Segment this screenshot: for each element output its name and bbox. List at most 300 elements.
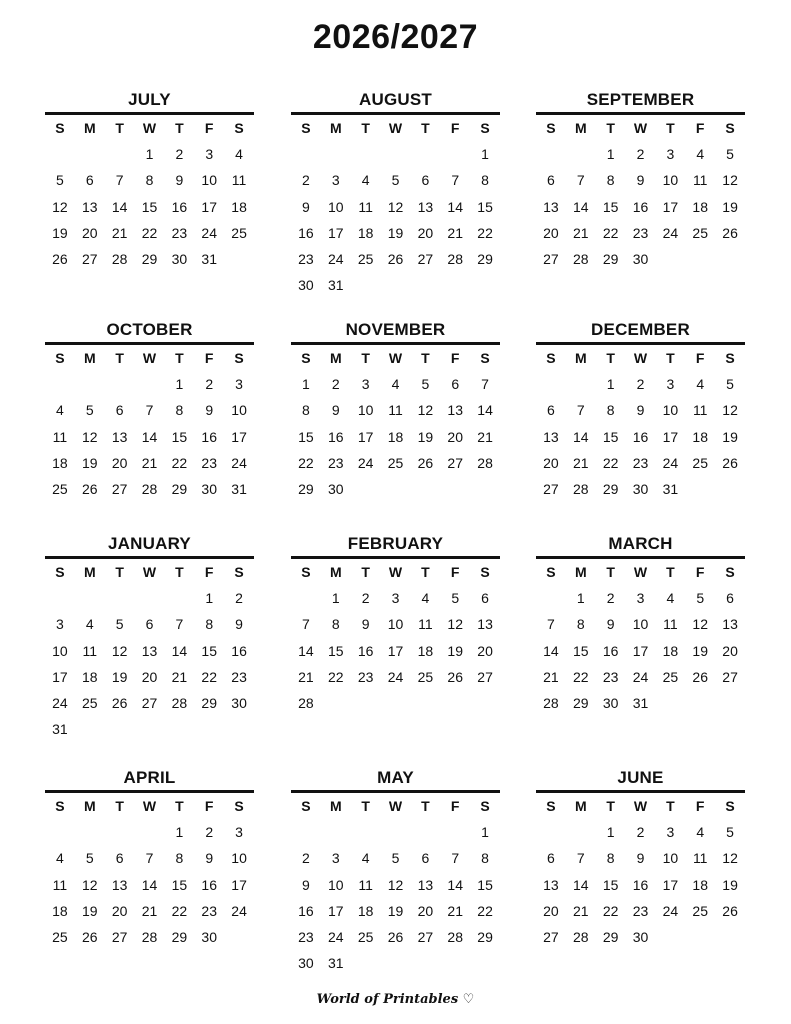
empty-cell <box>291 819 321 845</box>
day-cell: 19 <box>387 902 404 919</box>
day-cell: 29 <box>201 694 217 711</box>
day-cell: 5 <box>85 850 94 867</box>
day-cell: 6 <box>726 590 734 607</box>
day-cell: 29 <box>572 694 589 711</box>
day-cell: 5 <box>391 850 400 867</box>
day-cell: 27 <box>477 668 493 685</box>
day-cell: 3 <box>666 376 675 393</box>
day-cell: 25 <box>231 224 247 241</box>
weekday-header: M <box>83 798 96 814</box>
day-cell: 12 <box>387 198 404 215</box>
empty-cell <box>381 819 411 845</box>
day-cell: 2 <box>636 376 645 393</box>
day-cell: 25 <box>417 668 434 685</box>
weekday-header: W <box>142 564 157 580</box>
day-cell: 12 <box>81 428 98 445</box>
day-cell: 17 <box>662 198 679 215</box>
day-cell: 1 <box>175 376 184 393</box>
weekday-header: S <box>480 120 490 136</box>
day-cell: 17 <box>662 876 679 893</box>
day-cell: 29 <box>171 928 188 945</box>
weekday-header: F <box>450 120 460 136</box>
weekday-header: S <box>301 350 311 366</box>
day-cell: 4 <box>235 146 243 163</box>
day-cell: 30 <box>298 955 314 972</box>
month-name: APRIL <box>123 768 176 787</box>
day-cell: 6 <box>85 172 94 189</box>
day-cell: 19 <box>447 642 463 659</box>
day-cell: 6 <box>421 850 430 867</box>
day-cell: 20 <box>417 902 434 919</box>
day-cell: 23 <box>201 454 217 471</box>
day-cell: 11 <box>358 876 373 893</box>
day-cell: 16 <box>632 428 649 445</box>
day-grid <box>45 559 254 742</box>
day-cell: 18 <box>387 428 404 445</box>
day-cell: 26 <box>447 668 463 685</box>
day-cell: 27 <box>141 694 158 711</box>
day-cell: 26 <box>111 694 128 711</box>
day-cell: 1 <box>576 590 585 607</box>
day-cell: 5 <box>421 376 430 393</box>
day-cell: 31 <box>327 955 344 972</box>
empty-cell <box>410 141 440 167</box>
day-cell: 8 <box>606 850 615 867</box>
weekday-header: W <box>142 120 157 136</box>
day-cell: 25 <box>692 454 708 471</box>
empty-cell <box>75 819 105 845</box>
day-cell: 11 <box>52 428 68 445</box>
weekday-header: S <box>234 120 244 136</box>
day-cell: 30 <box>327 480 344 497</box>
month-name: MAY <box>377 768 414 787</box>
day-cell: 16 <box>298 902 314 919</box>
empty-cell <box>291 585 321 611</box>
weekday-header: T <box>666 798 675 814</box>
day-cell: 29 <box>141 250 158 267</box>
day-cell: 22 <box>141 224 158 241</box>
day-cell: 3 <box>391 590 400 607</box>
day-cell: 27 <box>447 454 463 471</box>
weekday-header: T <box>606 564 615 580</box>
day-cell: 3 <box>331 850 340 867</box>
month-name: JUNE <box>617 768 664 787</box>
day-cell: 3 <box>361 376 370 393</box>
empty-cell <box>135 371 165 397</box>
weekday-header: T <box>666 350 675 366</box>
day-cell: 20 <box>111 454 128 471</box>
day-cell: 11 <box>692 402 708 419</box>
day-cell: 30 <box>632 928 649 945</box>
day-cell: 31 <box>327 277 344 294</box>
day-cell: 8 <box>481 850 489 867</box>
day-cell: 2 <box>606 590 615 607</box>
weekday-header: T <box>175 564 184 580</box>
day-cell: 3 <box>56 616 64 633</box>
day-cell: 14 <box>298 642 314 659</box>
month-march <box>536 533 745 716</box>
day-cell: 26 <box>52 250 68 267</box>
weekday-header: S <box>301 564 311 580</box>
weekday-header: T <box>606 120 615 136</box>
day-cell: 19 <box>111 668 128 685</box>
day-cell: 5 <box>451 590 460 607</box>
day-cell: 28 <box>111 250 128 267</box>
day-cell: 16 <box>298 224 314 241</box>
weekday-header: S <box>55 120 65 136</box>
day-cell: 12 <box>692 616 708 633</box>
day-cell: 20 <box>543 224 559 241</box>
day-cell: 24 <box>662 902 679 919</box>
day-cell: 17 <box>52 668 68 685</box>
day-cell: 29 <box>477 250 493 267</box>
day-cell: 24 <box>327 250 344 267</box>
day-cell: 22 <box>477 902 493 919</box>
weekday-header: F <box>695 350 705 366</box>
weekday-header: S <box>480 798 490 814</box>
weekday-header: T <box>115 120 124 136</box>
day-cell: 7 <box>481 376 489 393</box>
day-cell: 23 <box>231 668 247 685</box>
day-cell: 22 <box>572 668 589 685</box>
day-cell: 26 <box>81 480 98 497</box>
day-cell: 1 <box>205 590 214 607</box>
day-cell: 15 <box>477 198 493 215</box>
weekday-header: M <box>574 798 587 814</box>
day-cell: 20 <box>543 454 559 471</box>
empty-cell <box>321 141 351 167</box>
day-cell: 3 <box>235 824 243 841</box>
empty-cell <box>164 585 194 611</box>
day-cell: 20 <box>543 902 559 919</box>
weekday-header: T <box>175 350 184 366</box>
day-cell: 13 <box>543 198 559 215</box>
day-cell: 3 <box>636 590 645 607</box>
day-cell: 2 <box>205 376 214 393</box>
day-cell: 5 <box>696 590 705 607</box>
day-cell: 6 <box>481 590 489 607</box>
day-cell: 13 <box>111 428 128 445</box>
day-cell: 3 <box>331 172 340 189</box>
day-cell: 19 <box>722 876 738 893</box>
day-cell: 4 <box>696 146 705 163</box>
day-cell: 21 <box>572 454 589 471</box>
empty-cell <box>381 141 411 167</box>
day-cell: 8 <box>302 402 310 419</box>
day-cell: 17 <box>327 224 344 241</box>
day-cell: 27 <box>111 480 128 497</box>
empty-cell <box>566 371 596 397</box>
day-cell: 15 <box>171 876 188 893</box>
day-cell: 25 <box>52 480 68 497</box>
weekday-header: T <box>175 120 184 136</box>
day-cell: 20 <box>417 224 434 241</box>
day-cell: 14 <box>543 642 559 659</box>
empty-cell <box>105 141 135 167</box>
day-cell: 14 <box>572 876 589 893</box>
day-cell: 28 <box>572 480 589 497</box>
day-cell: 30 <box>298 277 314 294</box>
day-cell: 20 <box>111 902 128 919</box>
day-cell: 6 <box>145 616 154 633</box>
day-cell: 23 <box>632 454 649 471</box>
weekday-header: F <box>204 798 214 814</box>
day-cell: 8 <box>145 172 154 189</box>
day-cell: 19 <box>52 224 68 241</box>
empty-cell <box>536 141 566 167</box>
day-cell: 16 <box>201 876 217 893</box>
weekday-header: S <box>546 350 556 366</box>
day-cell: 7 <box>451 172 460 189</box>
day-cell: 1 <box>331 590 340 607</box>
day-cell: 5 <box>56 172 64 189</box>
day-cell: 25 <box>357 250 374 267</box>
day-cell: 26 <box>81 928 98 945</box>
day-cell: 23 <box>171 224 188 241</box>
day-cell: 1 <box>481 146 489 163</box>
weekday-header: T <box>361 564 370 580</box>
day-cell: 28 <box>572 250 589 267</box>
day-cell: 30 <box>231 694 247 711</box>
day-cell: 1 <box>302 376 310 393</box>
empty-cell <box>410 819 440 845</box>
day-cell: 7 <box>145 850 154 867</box>
day-cell: 26 <box>692 668 708 685</box>
day-cell: 1 <box>606 146 615 163</box>
weekday-header: F <box>695 798 705 814</box>
day-cell: 31 <box>201 250 217 267</box>
weekday-header: W <box>388 120 403 136</box>
day-cell: 30 <box>171 250 188 267</box>
day-cell: 26 <box>387 250 404 267</box>
day-cell: 9 <box>302 198 310 215</box>
day-cell: 4 <box>361 850 370 867</box>
day-cell: 9 <box>331 402 340 419</box>
day-grid <box>45 793 254 950</box>
weekday-header: W <box>142 350 157 366</box>
day-cell: 30 <box>632 250 649 267</box>
day-grid <box>291 345 500 502</box>
day-cell: 10 <box>632 616 649 633</box>
day-cell: 4 <box>421 590 430 607</box>
weekday-header: M <box>329 798 342 814</box>
weekday-header: T <box>115 564 124 580</box>
day-cell: 9 <box>636 850 645 867</box>
weekday-header: W <box>633 120 648 136</box>
day-cell: 1 <box>175 824 184 841</box>
day-cell: 5 <box>115 616 124 633</box>
day-cell: 2 <box>235 590 243 607</box>
day-cell: 29 <box>602 480 619 497</box>
day-cell: 24 <box>387 668 404 685</box>
weekday-header: T <box>115 350 124 366</box>
day-cell: 15 <box>602 428 619 445</box>
day-cell: 29 <box>477 928 493 945</box>
day-cell: 11 <box>358 198 373 215</box>
day-cell: 27 <box>722 668 738 685</box>
day-cell: 4 <box>85 616 94 633</box>
empty-cell <box>440 141 470 167</box>
month-november <box>291 319 500 502</box>
day-grid <box>45 345 254 502</box>
day-cell: 27 <box>543 250 559 267</box>
day-cell: 12 <box>387 876 404 893</box>
day-cell: 22 <box>298 454 314 471</box>
day-cell: 1 <box>145 146 154 163</box>
day-cell: 19 <box>417 428 434 445</box>
empty-cell <box>75 585 105 611</box>
weekday-header: F <box>450 798 460 814</box>
day-cell: 21 <box>543 668 559 685</box>
day-cell: 17 <box>231 876 247 893</box>
weekday-header: F <box>695 120 705 136</box>
weekday-header: T <box>115 798 124 814</box>
day-cell: 22 <box>171 454 188 471</box>
day-cell: 24 <box>201 224 217 241</box>
day-cell: 27 <box>111 928 128 945</box>
weekday-header: F <box>204 564 214 580</box>
day-cell: 9 <box>175 172 184 189</box>
day-cell: 18 <box>692 876 708 893</box>
empty-cell <box>105 819 135 845</box>
weekday-header: F <box>450 350 460 366</box>
month-january <box>45 533 254 742</box>
day-cell: 22 <box>602 902 619 919</box>
day-cell: 17 <box>201 198 217 215</box>
month-april <box>45 767 254 950</box>
day-cell: 22 <box>602 454 619 471</box>
day-cell: 12 <box>722 172 738 189</box>
day-cell: 21 <box>141 902 158 919</box>
month-name: AUGUST <box>359 90 432 109</box>
day-cell: 10 <box>387 616 404 633</box>
empty-cell <box>135 585 165 611</box>
day-cell: 13 <box>543 428 559 445</box>
empty-cell <box>291 141 321 167</box>
day-cell: 11 <box>663 616 678 633</box>
weekday-header: T <box>421 350 430 366</box>
weekday-header: M <box>83 564 96 580</box>
empty-cell <box>440 819 470 845</box>
day-cell: 26 <box>417 454 434 471</box>
day-cell: 15 <box>602 198 619 215</box>
day-cell: 9 <box>205 850 214 867</box>
day-cell: 13 <box>417 876 434 893</box>
day-cell: 15 <box>602 876 619 893</box>
brand-logo <box>0 992 791 1007</box>
day-cell: 22 <box>327 668 344 685</box>
day-cell: 10 <box>231 850 247 867</box>
day-cell: 12 <box>111 642 128 659</box>
day-cell: 16 <box>327 428 344 445</box>
empty-cell <box>351 141 381 167</box>
weekday-header: M <box>329 120 342 136</box>
weekday-header: S <box>546 120 556 136</box>
day-cell: 10 <box>327 198 344 215</box>
day-cell: 2 <box>205 824 214 841</box>
day-grid <box>291 793 500 976</box>
day-cell: 2 <box>302 172 310 189</box>
day-cell: 11 <box>692 172 708 189</box>
day-cell: 8 <box>606 172 615 189</box>
day-cell: 18 <box>662 642 679 659</box>
day-cell: 21 <box>572 224 589 241</box>
month-august <box>291 89 500 298</box>
weekday-header: T <box>175 798 184 814</box>
weekday-header: S <box>725 120 735 136</box>
day-cell: 31 <box>231 480 247 497</box>
weekday-header: T <box>666 120 675 136</box>
day-cell: 19 <box>81 454 98 471</box>
day-cell: 14 <box>447 876 463 893</box>
weekday-header: M <box>83 120 96 136</box>
day-cell: 9 <box>205 402 214 419</box>
day-cell: 8 <box>481 172 489 189</box>
day-cell: 28 <box>141 928 158 945</box>
day-cell: 7 <box>547 616 555 633</box>
day-cell: 9 <box>606 616 615 633</box>
day-grid <box>536 559 745 716</box>
day-cell: 26 <box>722 902 738 919</box>
empty-cell <box>566 819 596 845</box>
weekday-header: W <box>633 350 648 366</box>
day-cell: 2 <box>636 146 645 163</box>
empty-cell <box>536 371 566 397</box>
day-cell: 15 <box>201 642 217 659</box>
day-cell: 7 <box>451 850 460 867</box>
day-cell: 5 <box>726 376 734 393</box>
day-cell: 10 <box>231 402 247 419</box>
empty-cell <box>105 371 135 397</box>
day-cell: 24 <box>231 454 247 471</box>
day-cell: 21 <box>477 428 493 445</box>
day-cell: 20 <box>722 642 738 659</box>
day-cell: 7 <box>175 616 184 633</box>
weekday-header: S <box>480 350 490 366</box>
day-cell: 12 <box>722 850 738 867</box>
day-cell: 5 <box>85 402 94 419</box>
day-grid <box>291 115 500 298</box>
day-cell: 14 <box>111 198 128 215</box>
day-cell: 25 <box>692 902 708 919</box>
day-cell: 20 <box>477 642 493 659</box>
day-cell: 19 <box>722 428 738 445</box>
day-cell: 23 <box>298 250 314 267</box>
weekday-header: T <box>421 120 430 136</box>
day-cell: 9 <box>636 402 645 419</box>
empty-cell <box>75 141 105 167</box>
day-cell: 21 <box>111 224 128 241</box>
day-cell: 6 <box>547 402 555 419</box>
weekday-header: F <box>695 564 705 580</box>
weekday-header: M <box>329 350 342 366</box>
day-cell: 21 <box>447 224 463 241</box>
weekday-header: S <box>55 350 65 366</box>
empty-cell <box>45 141 75 167</box>
day-cell: 17 <box>632 642 649 659</box>
weekday-header: S <box>55 798 65 814</box>
day-cell: 30 <box>602 694 619 711</box>
day-cell: 24 <box>52 694 68 711</box>
day-cell: 9 <box>302 876 310 893</box>
day-cell: 4 <box>361 172 370 189</box>
weekday-header: S <box>55 564 65 580</box>
day-cell: 4 <box>666 590 675 607</box>
day-cell: 18 <box>357 224 374 241</box>
day-cell: 3 <box>205 146 214 163</box>
day-cell: 28 <box>447 250 463 267</box>
day-cell: 18 <box>231 198 247 215</box>
